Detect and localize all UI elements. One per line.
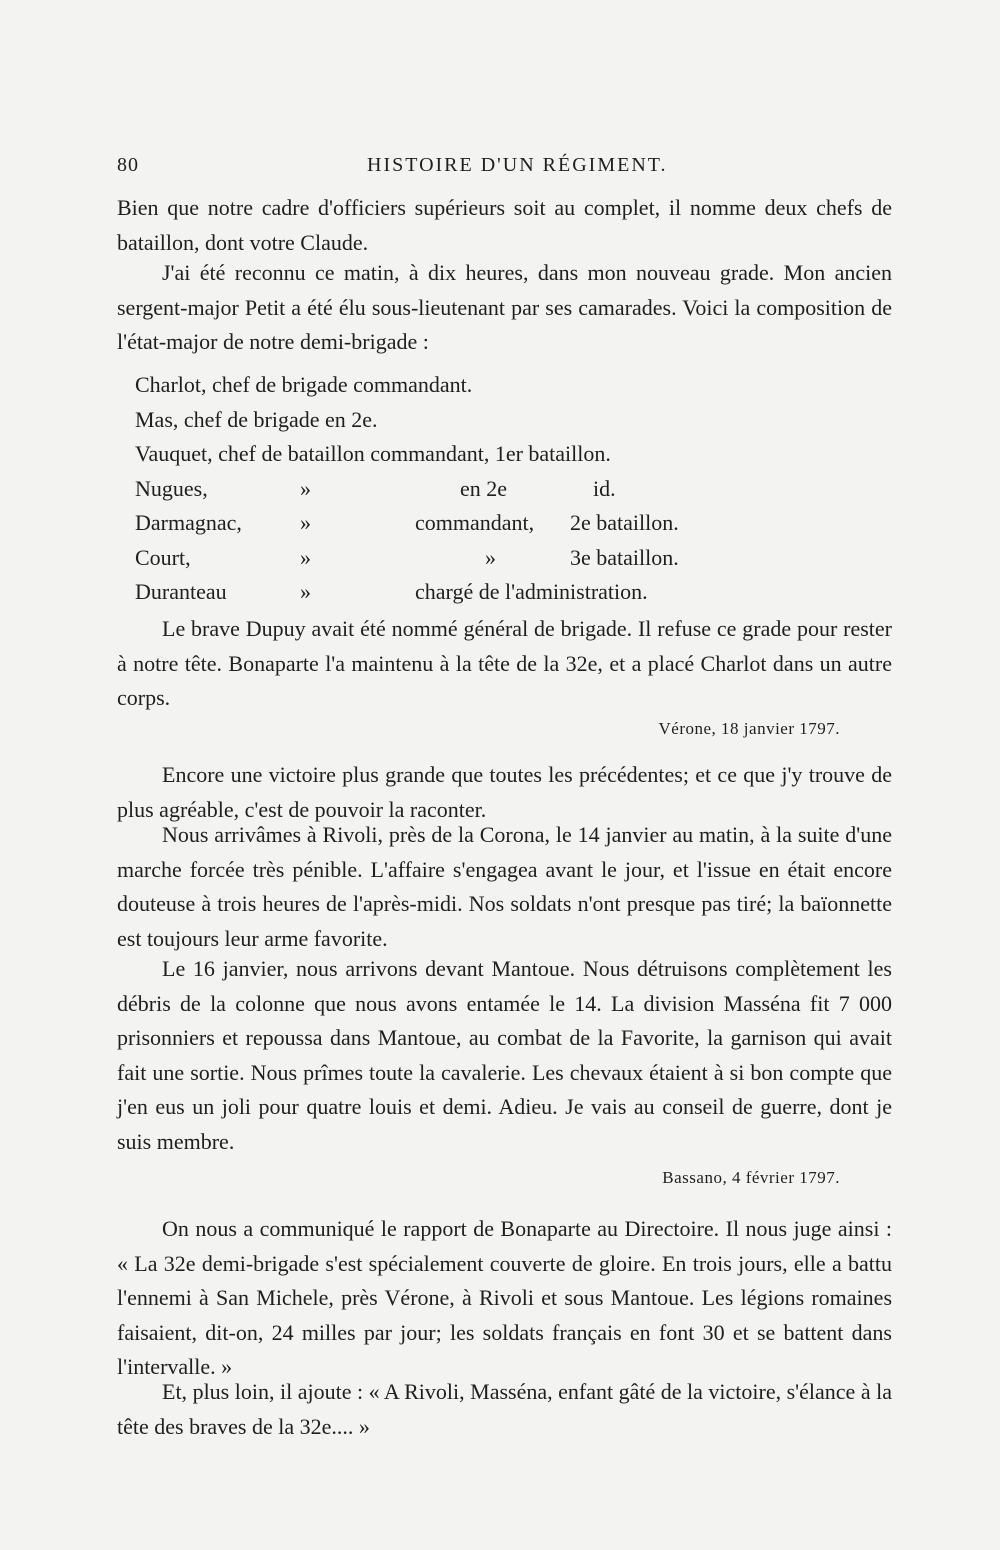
staff-entry-charlot: Charlot, chef de brigade commandant. (135, 372, 473, 397)
staff-role: chargé de l'administration. (415, 579, 648, 604)
staff-line-5 (135, 506, 835, 541)
paragraph-5: Nous arrivâmes à Rivoli, près de la Corona, le 14 janvier au matin, à la suite d'une marche forcée très pénible. L'affaire s'engagea avant le jour, et l'issue en était encore douteuse à trois heures de l'après-midi. Nos soldats n'ont presque pas tiré; la baïonnette est toujours leur arme favorite. (117, 822, 892, 951)
staff-battalion: id. (593, 475, 616, 501)
running-title: HISTOIRE D'UN RÉGIMENT. (367, 154, 668, 176)
paragraph-8: Et, plus loin, il ajoute : « A Rivoli, Masséna, enfant gâté de la victoire, s'élance à la tête des braves de la 32e.... » (117, 1379, 892, 1439)
paragraph-7: On nous a communiqué le rapport de Bonaparte au Directoire. Il nous juge ainsi : « La 32e demi-brigade s'est spécialement couverte de gloire. En trois jours, elle a battu l'ennemi à San Michele, près Vérone, à Rivoli et sous Mantoue. Les légions romaines faisaient, dit-on, 24 milles par jour; les soldats français en font 30 et se battent dans l'intervalle. » (117, 1216, 892, 1379)
ditto-mark: » (300, 475, 311, 501)
ditto-mark: » (300, 510, 311, 535)
staff-name: Nugues, (135, 475, 208, 501)
staff-list (135, 368, 835, 610)
staff-entry-mas: Mas, chef de brigade en 2e. (135, 406, 378, 432)
staff-role: commandant, (415, 510, 535, 535)
dateline-verone: Vérone, 18 janvier 1797. (658, 719, 840, 738)
page-number: 80 (117, 154, 139, 176)
running-head (117, 150, 892, 182)
staff-line-2 (135, 403, 835, 438)
staff-battalion: 2e bataillon. (570, 510, 679, 535)
staff-line-7 (135, 575, 835, 610)
staff-line-1 (135, 368, 835, 403)
dateline-bassano: Bassano, 4 février 1797. (662, 1168, 840, 1187)
staff-name: Court, (135, 544, 191, 570)
paragraph-6: Le 16 janvier, nous arrivons devant Mantoue. Nous détruisons complètement les débris de la colonne que nous avons entamée le 14. La division Masséna fit 7 000 prisonniers et repoussa dans Mantoue, au combat de la Favorite, la garnison qui avait fait une sortie. Nous prîmes toute la cavalerie. Les chevaux étaient à si bon compte que j'en eus un joli pour quatre louis et demi. Adieu. Je vais au conseil de guerre, dont je suis membre. (117, 956, 892, 1154)
staff-role: en 2e (460, 475, 508, 501)
staff-line-6 (135, 541, 835, 576)
staff-entry-vauquet: Vauquet, chef de bataillon commandant, 1er bataillon. (135, 441, 611, 466)
paragraph-2: J'ai été reconnu ce matin, à dix heures, dans mon nouveau grade. Mon ancien sergent-major Petit a été élu sous-lieutenant par ses camarades. Voici la composition de l'état-major de notre demi-brigade : (117, 260, 892, 354)
ditto-mark: » (300, 544, 311, 570)
paragraph-3: Le brave Dupuy avait été nommé général de brigade. Il refuse ce grade pour rester à notre tête. Bonaparte l'a maintenu à la tête de la 32e, et a placé Charlot dans un autre corps. (117, 616, 892, 710)
staff-name: Darmagnac, (135, 510, 242, 535)
ditto-mark: » (300, 579, 311, 604)
staff-line-3 (135, 437, 835, 472)
staff-line-4 (135, 472, 835, 507)
staff-role: » (485, 544, 496, 570)
staff-battalion: 3e bataillon. (570, 544, 679, 570)
staff-name: Duranteau (135, 579, 227, 604)
paragraph-4: Encore une victoire plus grande que toutes les précédentes; et ce que j'y trouve de plus agréable, c'est de pouvoir la raconter. (117, 762, 892, 822)
paragraph-1: Bien que notre cadre d'officiers supérieurs soit au complet, il nomme deux chefs de bataillon, dont votre Claude. (117, 195, 892, 255)
